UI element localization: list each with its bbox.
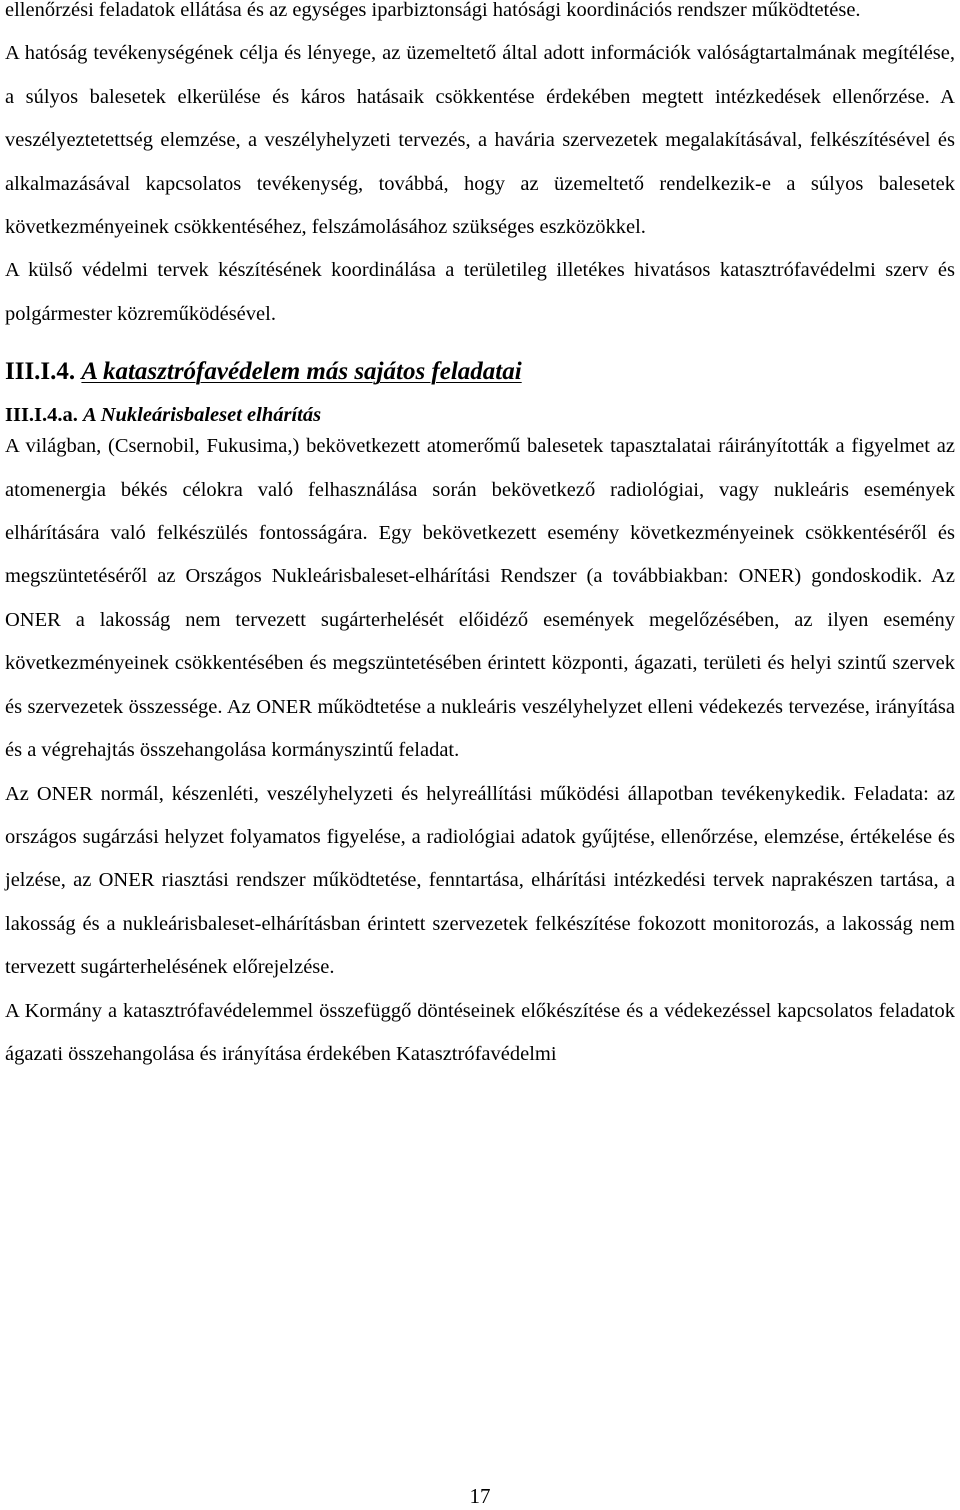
document-page	[5, 0, 955, 1076]
page-number: 17	[469, 1484, 491, 1508]
subsection-heading-title: A Nukleárisbaleset elhárítás	[83, 404, 322, 427]
paragraph-authority-tail: A veszélyeztetettség elemzése, a veszélyhelyzeti tervezés, a havária szervezetek megalakításával, felkészítésével és alkalmazásával kapcsolatos tevékenység, továbbá, hogy az üzemeltető rendelkezik-e a súlyos balesetek következményeinek csökkentéséhez, felszámolásához szükséges eszközökkel.	[5, 85, 955, 239]
paragraph-external-plans: A külső védelmi tervek készítésének koordinálása a területileg illetékes hivatásos katasztrófavédelmi szerv és polgármester közreműködésével.	[5, 259, 955, 325]
subsection-heading-number: III.I.4.a.	[5, 404, 78, 427]
paragraph-intro: ellenőrzési feladatok ellátása és az egységes iparbiztonsági hatósági koordinációs rendszer működtetése.	[5, 0, 861, 21]
section-heading-number: III.I.4.	[5, 358, 76, 386]
section-heading	[5, 352, 955, 392]
paragraph-authority	[5, 32, 955, 249]
paragraph-government: A Kormány a katasztrófavédelemmel összefüggő döntéseinek előkészítése és a védekezéssel kapcsolatos feladatok ágazati összehangolása és irányítása érdekében Katasztrófavédelmi	[5, 999, 955, 1065]
paragraph-authority-main: A hatóság tevékenységének célja és lényege, az üzemeltető által adott információk valóságtartalmának megítélése, a súlyos balesetek elkerülése és káros hatásaik csökkentése érdekében megtett intézkedések ellenőrzése.	[5, 42, 955, 108]
paragraph-nuclear: A világban, (Csernobil, Fukusima,) bekövetkezett atomerőmű balesetek tapasztalatai ráirányították a figyelmet az atomenergia békés célokra való felhasználása során bekövetkező radiológiai, vagy nukleáris események elhárítására való felkészülés fontosságára. Egy bekövetkezett esemény következményeinek csökkentéséről és megszüntetéséről az Országos Nukleárisbaleset-elhárítási Rendszer (a továbbiakban: ONER) gondoskodik. Az ONER a lakosság nem tervezett sugárterhelését előidéző események megelőzésében, az ilyen esemény következményeinek csökkentésében és megszüntetésében érintett központi, ágazati, területi és helyi szintű szervek és szervezetek összessége. Az ONER működtetése a nukleáris veszélyhelyzet elleni védekezés tervezése, irányítása és a végrehajtás összehangolása kormányszintű feladat.	[5, 435, 955, 762]
paragraph-oner-states: Az ONER normál, készenléti, veszélyhelyzeti és helyreállítási működési állapotban tevékenykedik. Feladata: az országos sugárzási helyzet folyamatos figyelése, a radiológiai adatok gyűjtése, ellenőrzése, elemzése, értékelése és jelzése, az ONER riasztási rendszer működtetése, fenntartása, elhárítási intézkedési tervek naprakészen tartása, a lakosság és a nukleárisbaleset-elhárításban érintett szervezetek felkészítése fokozott monitorozás, a lakosság nem tervezett sugárterhelésének előrejelzése.	[5, 782, 955, 979]
section-heading-title: A katasztrófavédelem más sajátos feladatai	[81, 358, 522, 386]
